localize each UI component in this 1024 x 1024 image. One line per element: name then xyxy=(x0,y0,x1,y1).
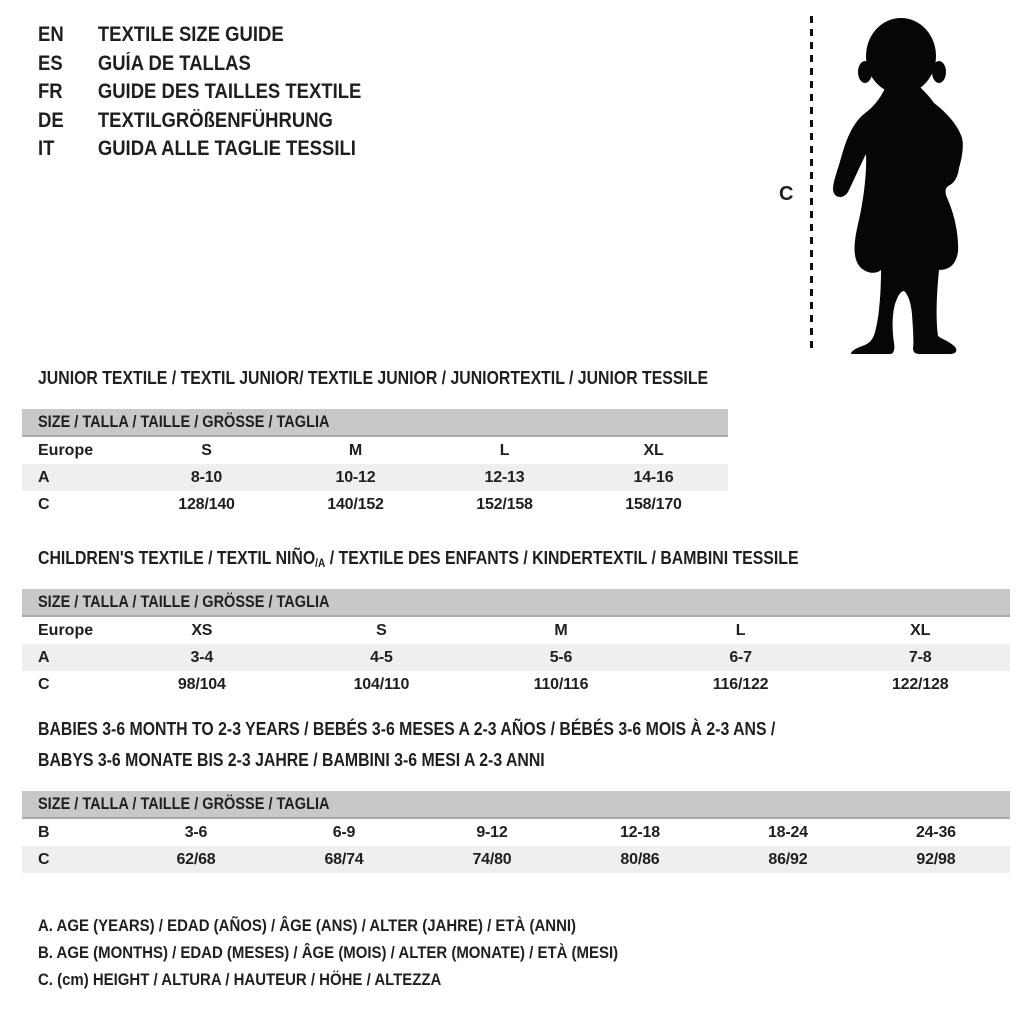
table-row-height xyxy=(22,671,1010,698)
cell: 86/92 xyxy=(768,850,808,868)
language-row-it xyxy=(38,135,361,164)
table-header-bar: SIZE / TALLA / TAILLE / GRÖSSE / TAGLIA xyxy=(22,791,1010,819)
row-label: C xyxy=(38,495,50,513)
table-header-bar: SIZE / TALLA / TAILLE / GRÖSSE / TAGLIA xyxy=(22,409,728,437)
size-table-junior xyxy=(22,409,728,518)
legend-line-c: C. (cm) HEIGHT / ALTURA / HAUTEUR / HÖHE / ALTEZZA xyxy=(38,969,442,989)
section-heading-babies: BABIES 3-6 MONTH TO 2-3 YEARS / BEBÉS 3-6 MESES A 2-3 AÑOS / BÉBÉS 3-6 MOIS À 2-3 ANS / BABYS 3-6 MONATE BIS 2-3 JAHRE / BAMBINI 3-6 MESI A 2-3 ANNI xyxy=(38,719,776,770)
toddler-silhouette-icon xyxy=(822,12,968,356)
cell: 3-6 xyxy=(184,823,208,841)
cell: 10-12 xyxy=(335,468,376,486)
cell: 6-7 xyxy=(729,648,752,666)
legend-line-b: B. AGE (MONTHS) / EDAD (MESES) / ÂGE (MOIS) / ALTER (MONATE) / ETÀ (MESI) xyxy=(38,942,619,962)
cell: 5-6 xyxy=(549,648,573,666)
cell: 140/152 xyxy=(327,495,384,513)
cell: S xyxy=(201,441,212,459)
table-row-age xyxy=(22,464,728,491)
table-row-age xyxy=(22,644,1010,671)
language-code: FR xyxy=(38,80,63,104)
cell: XL xyxy=(910,621,931,639)
table-row-height xyxy=(22,846,1010,873)
cell: 128/140 xyxy=(178,495,235,513)
row-label: A xyxy=(38,468,50,486)
height-measure-dotted-line xyxy=(810,16,813,354)
row-label: B xyxy=(38,823,50,841)
cell: XS xyxy=(191,621,213,639)
row-label: Europe xyxy=(38,441,94,459)
table-row-height xyxy=(22,491,728,518)
footnote-legend xyxy=(38,912,697,993)
cell: 6-9 xyxy=(332,823,356,841)
language-legend xyxy=(38,21,405,164)
language-title: GUIDE DES TAILLES TEXTILE xyxy=(97,80,362,104)
language-code: EN xyxy=(38,23,64,47)
language-title: GUÍA DE TALLAS xyxy=(97,51,251,75)
cell: XL xyxy=(643,441,664,459)
cell: 9-12 xyxy=(476,823,508,841)
row-label: C xyxy=(38,850,50,868)
table-row-europe xyxy=(22,617,1010,644)
cell: 122/128 xyxy=(891,675,949,693)
language-code: ES xyxy=(38,51,63,75)
size-table-children xyxy=(22,589,1010,698)
table-row-europe xyxy=(22,437,728,464)
cell: 62/68 xyxy=(176,850,216,868)
cell: 158/170 xyxy=(625,495,682,513)
cell: 92/98 xyxy=(916,850,956,868)
language-code: IT xyxy=(38,137,55,161)
language-row-de xyxy=(38,107,361,136)
language-title: TEXTILE SIZE GUIDE xyxy=(97,23,284,47)
cell: 24-36 xyxy=(915,823,956,841)
height-measure-label: C xyxy=(779,183,794,205)
row-label: Europe xyxy=(38,621,94,639)
cell: 18-24 xyxy=(767,823,808,841)
cell: 12-18 xyxy=(619,823,660,841)
cell: S xyxy=(376,621,387,639)
row-label: A xyxy=(38,648,50,666)
cell: M xyxy=(554,621,568,639)
cell: 116/122 xyxy=(712,675,769,693)
table-row-age-months xyxy=(22,819,1010,846)
cell: 4-5 xyxy=(370,648,393,666)
cell: 14-16 xyxy=(633,468,674,486)
section-heading-junior: JUNIOR TEXTILE / TEXTIL JUNIOR/ TEXTILE JUNIOR / JUNIORTEXTIL / JUNIOR TESSILE xyxy=(38,368,709,388)
cell: M xyxy=(348,441,363,459)
language-row-en xyxy=(38,21,361,50)
cell: 74/80 xyxy=(472,850,512,868)
section-heading-children: CHILDREN'S TEXTILE / TEXTIL NIÑO/A / TEXTILE DES ENFANTS / KINDERTEXTIL / BAMBINI TESSILE xyxy=(38,548,799,570)
language-code: DE xyxy=(38,108,64,132)
cell: 80/86 xyxy=(620,850,660,868)
cell: 7-8 xyxy=(908,648,932,666)
cell: 104/110 xyxy=(353,675,410,693)
cell: 8-10 xyxy=(190,468,223,486)
row-label: C xyxy=(38,675,50,693)
language-row-es xyxy=(38,50,361,79)
language-title: GUIDA ALLE TAGLIE TESSILI xyxy=(97,137,356,161)
cell: L xyxy=(735,621,746,639)
cell: 12-13 xyxy=(484,468,525,486)
cell: 3-4 xyxy=(190,648,214,666)
cell: L xyxy=(499,441,510,459)
table-header-bar: SIZE / TALLA / TAILLE / GRÖSSE / TAGLIA xyxy=(22,589,1010,617)
size-table-babies xyxy=(22,791,1010,873)
language-title: TEXTILGRÖßENFÜHRUNG xyxy=(97,108,333,132)
cell: 68/74 xyxy=(324,850,364,868)
legend-line-a: A. AGE (YEARS) / EDAD (AÑOS) / ÂGE (ANS) / ALTER (JAHRE) / ETÀ (ANNI) xyxy=(38,915,577,935)
cell: 110/116 xyxy=(533,675,589,693)
cell: 152/158 xyxy=(476,495,533,513)
language-row-fr xyxy=(38,78,361,107)
cell: 98/104 xyxy=(177,675,226,693)
